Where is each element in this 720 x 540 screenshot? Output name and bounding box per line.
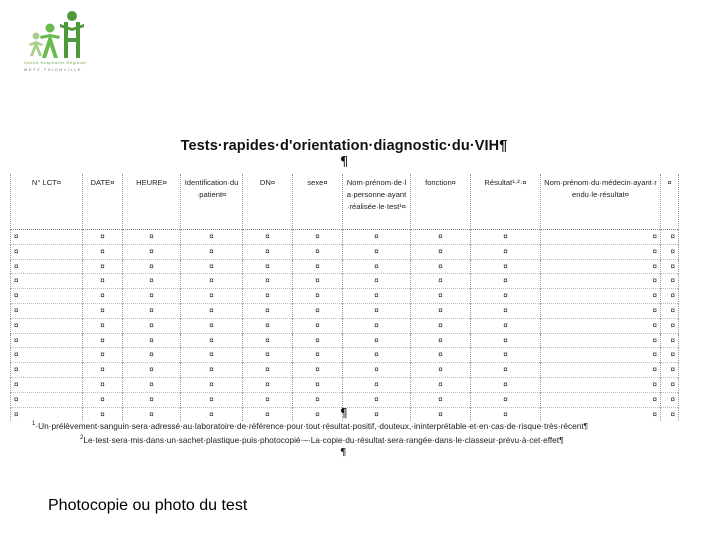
table-cell[interactable]: ¤ bbox=[123, 333, 181, 348]
table-cell[interactable]: ¤ bbox=[83, 318, 123, 333]
table-cell[interactable]: ¤ bbox=[471, 407, 541, 421]
table-cell[interactable]: ¤ bbox=[243, 289, 293, 304]
table-cell[interactable]: ¤ bbox=[181, 303, 243, 318]
table-cell[interactable]: ¤ bbox=[411, 318, 471, 333]
table-cell[interactable]: ¤ bbox=[293, 274, 343, 289]
table-cell[interactable]: ¤ bbox=[123, 407, 181, 421]
table-cell[interactable]: ¤ bbox=[471, 259, 541, 274]
table-cell[interactable]: ¤ bbox=[243, 377, 293, 392]
footnote-2-mark: 2 bbox=[80, 435, 84, 442]
table-cell[interactable]: ¤ bbox=[11, 230, 83, 245]
table-cell[interactable]: ¤ bbox=[83, 230, 123, 245]
table-cell[interactable]: ¤ bbox=[471, 289, 541, 304]
table-cell[interactable]: ¤ bbox=[83, 244, 123, 259]
table-cell[interactable]: ¤ bbox=[83, 377, 123, 392]
table-cell[interactable]: ¤ bbox=[293, 289, 343, 304]
table-cell[interactable]: ¤ bbox=[11, 333, 83, 348]
table-cell[interactable]: ¤ bbox=[661, 259, 679, 274]
table-cell[interactable]: ¤ bbox=[411, 407, 471, 421]
table-cell[interactable]: ¤ bbox=[471, 348, 541, 363]
table-cell[interactable]: ¤ bbox=[541, 407, 661, 421]
table-cell[interactable]: ¤ bbox=[83, 259, 123, 274]
table-cell[interactable]: ¤ bbox=[123, 230, 181, 245]
table-cell[interactable]: ¤ bbox=[293, 230, 343, 245]
table-cell[interactable]: ¤ bbox=[471, 377, 541, 392]
table-cell[interactable]: ¤ bbox=[181, 377, 243, 392]
table-cell[interactable]: ¤ bbox=[343, 392, 411, 407]
table-cell[interactable]: ¤ bbox=[293, 363, 343, 378]
table-row bbox=[11, 377, 679, 392]
table-cell[interactable]: ¤ bbox=[243, 348, 293, 363]
table-cell[interactable]: ¤ bbox=[181, 348, 243, 363]
header-date: DATE¤ bbox=[83, 174, 123, 230]
table-cell[interactable]: ¤ bbox=[181, 392, 243, 407]
table-cell[interactable]: ¤ bbox=[541, 303, 661, 318]
table-cell[interactable]: ¤ bbox=[83, 392, 123, 407]
table-cell[interactable]: ¤ bbox=[243, 407, 293, 421]
table-cell[interactable]: ¤ bbox=[11, 363, 83, 378]
table-row bbox=[11, 363, 679, 378]
table-cell[interactable]: ¤ bbox=[123, 274, 181, 289]
footnote-1-text: ·Un·prélèvement·sanguin·sera·adressé·au·laboratoire·de·référence·pour·tout·résultat·positif,·douteux,·ininterprétable·et·en·cas·de·risque·très·récent¶ bbox=[35, 421, 589, 431]
table-cell[interactable]: ¤ bbox=[343, 318, 411, 333]
table-cell[interactable]: ¤ bbox=[343, 348, 411, 363]
table-row bbox=[11, 230, 679, 245]
header-function: fonction¤ bbox=[411, 174, 471, 230]
table-cell[interactable]: ¤ bbox=[411, 244, 471, 259]
table-cell[interactable]: ¤ bbox=[293, 333, 343, 348]
table-cell[interactable]: ¤ bbox=[541, 289, 661, 304]
table-cell[interactable]: ¤ bbox=[343, 377, 411, 392]
table-cell[interactable]: ¤ bbox=[471, 363, 541, 378]
table-cell[interactable]: ¤ bbox=[11, 392, 83, 407]
table-cell[interactable]: ¤ bbox=[343, 230, 411, 245]
table-cell[interactable]: ¤ bbox=[83, 333, 123, 348]
pilcrow-mark: ¶ bbox=[340, 406, 348, 420]
footnote-1-mark: 1 bbox=[32, 421, 36, 428]
table-cell[interactable]: ¤ bbox=[541, 333, 661, 348]
table-cell[interactable]: ¤ bbox=[411, 274, 471, 289]
table-cell[interactable]: ¤ bbox=[471, 392, 541, 407]
table-cell[interactable]: ¤ bbox=[11, 303, 83, 318]
table-cell[interactable]: ¤ bbox=[123, 377, 181, 392]
table-cell[interactable]: ¤ bbox=[661, 407, 679, 421]
table-cell[interactable]: ¤ bbox=[343, 303, 411, 318]
table-cell[interactable]: ¤ bbox=[293, 259, 343, 274]
table-cell[interactable]: ¤ bbox=[343, 407, 411, 421]
table-cell[interactable]: ¤ bbox=[343, 363, 411, 378]
table-row bbox=[11, 392, 679, 407]
table-cell[interactable]: ¤ bbox=[83, 363, 123, 378]
table-cell[interactable]: ¤ bbox=[83, 407, 123, 421]
table-cell[interactable]: ¤ bbox=[11, 259, 83, 274]
table-cell[interactable]: ¤ bbox=[293, 407, 343, 421]
header-end-mark: ¤ bbox=[661, 174, 679, 230]
table-cell[interactable]: ¤ bbox=[471, 303, 541, 318]
table-cell[interactable]: ¤ bbox=[293, 377, 343, 392]
table-row bbox=[11, 259, 679, 274]
table-cell[interactable]: ¤ bbox=[661, 318, 679, 333]
table-cell[interactable]: ¤ bbox=[471, 318, 541, 333]
table-cell[interactable]: ¤ bbox=[11, 407, 83, 421]
table-cell[interactable]: ¤ bbox=[411, 377, 471, 392]
table-row bbox=[11, 348, 679, 363]
pilcrow-mark: ¶ bbox=[340, 447, 347, 458]
table-cell[interactable]: ¤ bbox=[83, 303, 123, 318]
table-cell[interactable]: ¤ bbox=[661, 333, 679, 348]
table-cell[interactable]: ¤ bbox=[181, 244, 243, 259]
table-cell[interactable]: ¤ bbox=[293, 303, 343, 318]
table-cell[interactable]: ¤ bbox=[123, 244, 181, 259]
table-cell[interactable]: ¤ bbox=[243, 274, 293, 289]
table-cell[interactable]: ¤ bbox=[661, 303, 679, 318]
table-cell[interactable]: ¤ bbox=[661, 363, 679, 378]
table-cell[interactable]: ¤ bbox=[11, 318, 83, 333]
photo-caption: Photocopie ou photo du test bbox=[48, 497, 248, 514]
table-cell[interactable]: ¤ bbox=[411, 259, 471, 274]
table-row bbox=[11, 303, 679, 318]
table-cell[interactable]: ¤ bbox=[471, 333, 541, 348]
table-cell[interactable]: ¤ bbox=[411, 289, 471, 304]
header-birth-date: DN¤ bbox=[243, 174, 293, 230]
table-cell[interactable]: ¤ bbox=[123, 392, 181, 407]
table-cell[interactable]: ¤ bbox=[123, 259, 181, 274]
table-cell[interactable]: ¤ bbox=[541, 259, 661, 274]
header-result: Résultat¹·²·¤ bbox=[471, 174, 541, 230]
table-cell[interactable]: ¤ bbox=[541, 363, 661, 378]
table-cell[interactable]: ¤ bbox=[243, 333, 293, 348]
table-cell[interactable]: ¤ bbox=[411, 348, 471, 363]
table-cell[interactable]: ¤ bbox=[411, 392, 471, 407]
table-cell[interactable]: ¤ bbox=[471, 274, 541, 289]
table-cell[interactable]: ¤ bbox=[243, 363, 293, 378]
table-row bbox=[11, 244, 679, 259]
table-cell[interactable]: ¤ bbox=[243, 230, 293, 245]
table-cell[interactable]: ¤ bbox=[343, 289, 411, 304]
header-time: HEURE¤ bbox=[123, 174, 181, 230]
hospital-logo bbox=[22, 8, 96, 76]
table-cell[interactable]: ¤ bbox=[661, 289, 679, 304]
table-cell[interactable]: ¤ bbox=[123, 318, 181, 333]
table-cell[interactable]: ¤ bbox=[661, 377, 679, 392]
logo-text: Centre Hospitalier Régional bbox=[24, 60, 87, 65]
table-header-row bbox=[11, 174, 679, 230]
table-cell[interactable]: ¤ bbox=[661, 348, 679, 363]
pilcrow-mark: ¶ bbox=[340, 155, 349, 170]
table-cell[interactable]: ¤ bbox=[343, 333, 411, 348]
table-cell[interactable]: ¤ bbox=[181, 259, 243, 274]
table-cell[interactable]: ¤ bbox=[411, 303, 471, 318]
table-row bbox=[11, 289, 679, 304]
table-cell[interactable]: ¤ bbox=[243, 259, 293, 274]
table-cell[interactable]: ¤ bbox=[661, 274, 679, 289]
header-tester-name: Nom·prénom·de·la·personne·ayant·réalisée·le·test¹¤ bbox=[343, 174, 411, 230]
table-cell[interactable]: ¤ bbox=[293, 244, 343, 259]
table-cell[interactable]: ¤ bbox=[181, 230, 243, 245]
table-cell[interactable]: ¤ bbox=[293, 348, 343, 363]
table-cell[interactable]: ¤ bbox=[541, 348, 661, 363]
table-row bbox=[11, 318, 679, 333]
table-cell[interactable]: ¤ bbox=[181, 274, 243, 289]
table-cell[interactable]: ¤ bbox=[411, 230, 471, 245]
table-cell[interactable]: ¤ bbox=[83, 348, 123, 363]
table-cell[interactable]: ¤ bbox=[541, 318, 661, 333]
table-cell[interactable]: ¤ bbox=[181, 318, 243, 333]
table-cell[interactable]: ¤ bbox=[11, 377, 83, 392]
table-row bbox=[11, 274, 679, 289]
table-cell[interactable]: ¤ bbox=[83, 274, 123, 289]
table-cell[interactable]: ¤ bbox=[11, 348, 83, 363]
table-cell[interactable]: ¤ bbox=[243, 244, 293, 259]
table-cell[interactable]: ¤ bbox=[293, 318, 343, 333]
table-cell[interactable]: ¤ bbox=[243, 318, 293, 333]
header-doctor-name: Nom·prénom·du·médecin·ayant·rendu·le·résultat¤ bbox=[541, 174, 661, 230]
header-lct-number: N° LCT¤ bbox=[11, 174, 83, 230]
table-cell[interactable]: ¤ bbox=[123, 289, 181, 304]
table-cell[interactable]: ¤ bbox=[661, 244, 679, 259]
table-cell[interactable]: ¤ bbox=[541, 274, 661, 289]
footnote-2-text: Le·test·sera·mis·dans·un·sachet·plastique·puis·photocopié·–·La·copie·du·résultat·sera·rangée·dans·le·classeur·prévu·à·cet·effet¶ bbox=[83, 435, 564, 445]
table-cell[interactable]: ¤ bbox=[181, 289, 243, 304]
table-cell[interactable]: ¤ bbox=[123, 363, 181, 378]
table-cell[interactable]: ¤ bbox=[293, 392, 343, 407]
table-cell[interactable]: ¤ bbox=[541, 392, 661, 407]
table-cell[interactable]: ¤ bbox=[411, 333, 471, 348]
footnote-1 bbox=[32, 421, 692, 431]
table-cell[interactable]: ¤ bbox=[123, 303, 181, 318]
table-cell[interactable]: ¤ bbox=[541, 244, 661, 259]
table-cell[interactable]: ¤ bbox=[11, 244, 83, 259]
table-cell[interactable]: ¤ bbox=[411, 363, 471, 378]
test-log-table bbox=[10, 174, 679, 421]
table-cell[interactable]: ¤ bbox=[471, 244, 541, 259]
header-sex: sexe¤ bbox=[293, 174, 343, 230]
logo-subtext: METZ-THIONVILLE bbox=[24, 67, 83, 72]
table-cell[interactable]: ¤ bbox=[11, 274, 83, 289]
table-cell[interactable]: ¤ bbox=[471, 230, 541, 245]
table-cell[interactable]: ¤ bbox=[541, 230, 661, 245]
table-cell[interactable]: ¤ bbox=[83, 289, 123, 304]
table-cell[interactable]: ¤ bbox=[661, 392, 679, 407]
table-cell[interactable]: ¤ bbox=[661, 230, 679, 245]
table-cell[interactable]: ¤ bbox=[343, 274, 411, 289]
footnote-2 bbox=[80, 435, 700, 445]
document-title: Tests·rapides·d'orientation·diagnostic·du·VIH¶ bbox=[180, 138, 508, 154]
table-cell[interactable]: ¤ bbox=[11, 289, 83, 304]
table-cell[interactable]: ¤ bbox=[181, 407, 243, 421]
header-patient-id: Identification·du·patient¤ bbox=[181, 174, 243, 230]
table-cell[interactable]: ¤ bbox=[343, 244, 411, 259]
table-row bbox=[11, 333, 679, 348]
table-cell[interactable]: ¤ bbox=[123, 348, 181, 363]
table-cell[interactable]: ¤ bbox=[243, 303, 293, 318]
table-cell[interactable]: ¤ bbox=[181, 333, 243, 348]
table-cell[interactable]: ¤ bbox=[243, 392, 293, 407]
table-cell[interactable]: ¤ bbox=[181, 363, 243, 378]
table-cell[interactable]: ¤ bbox=[541, 377, 661, 392]
table-cell[interactable]: ¤ bbox=[343, 259, 411, 274]
